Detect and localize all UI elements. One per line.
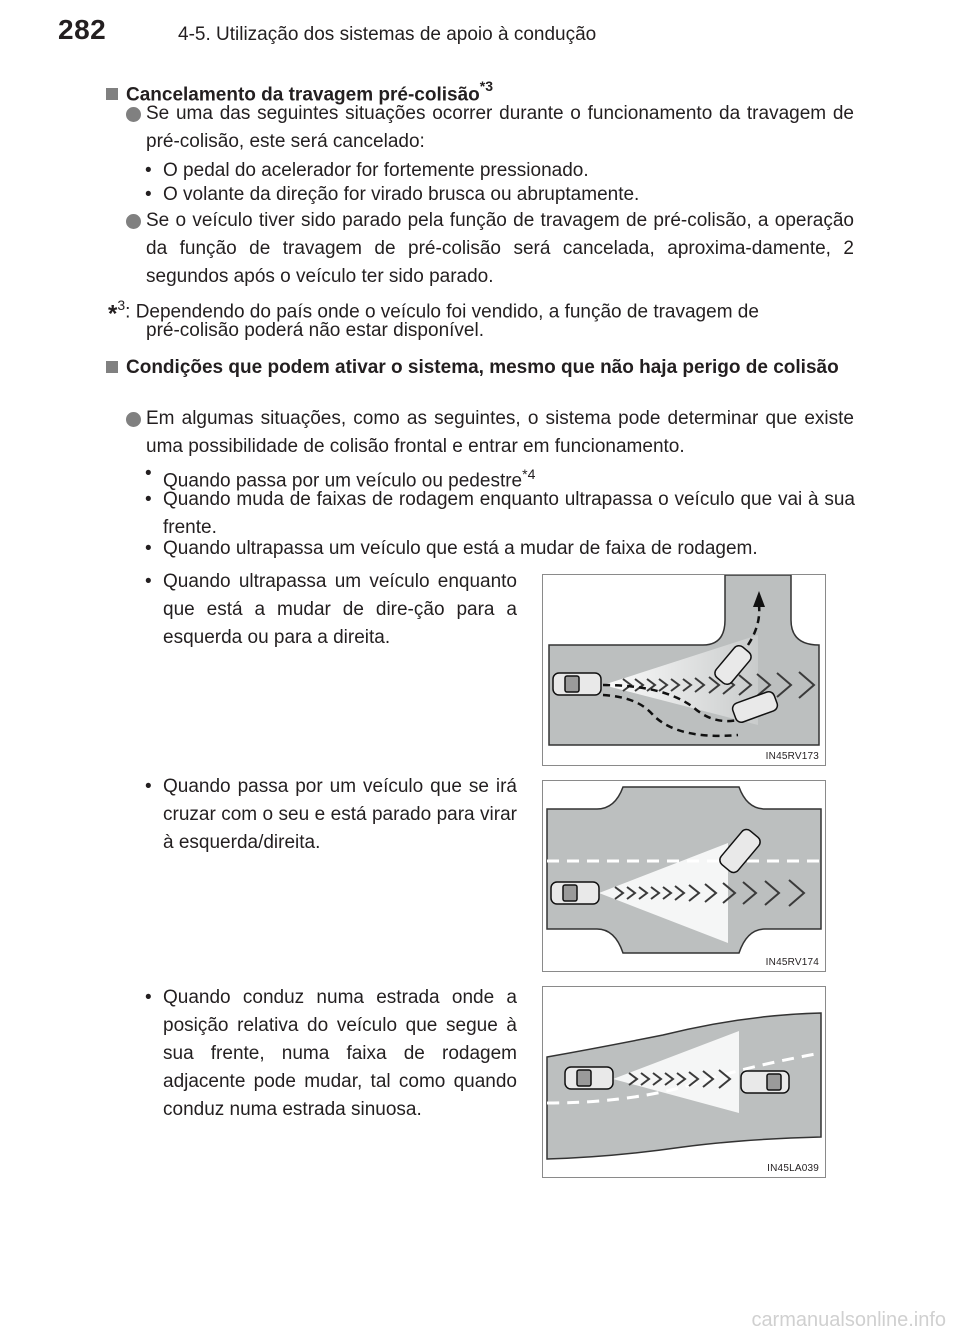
circle-bullet-icon [126, 412, 141, 427]
sub-item-text: O volante da direção for virado brusca ou abruptamente. [163, 184, 640, 205]
figure-turning-intersection [542, 574, 826, 766]
bullet-marker: • [145, 489, 152, 510]
bullet-marker: • [145, 987, 152, 1008]
sub-item [145, 486, 855, 542]
figure-code: IN45RV174 [765, 957, 819, 968]
section-heading-conditions [106, 355, 850, 380]
figure-winding-road [542, 986, 826, 1178]
sub-item-text: Quando ultrapassa um veículo enquanto que está a mudar de dire-ção para a esquerda ou para a direita. [163, 571, 517, 648]
bullet-marker: • [145, 571, 152, 592]
sub-item-text: Quando passa por um veículo que se irá cruzar com o seu e está parado para virar à esquerda/direita. [163, 776, 517, 853]
sub-item [145, 181, 855, 209]
figure-code: IN45LA039 [767, 1163, 819, 1174]
sub-item [145, 773, 517, 857]
footnote-ref: *4 [522, 466, 536, 482]
crossroad-illustration [543, 781, 825, 971]
section-header-title: 4-5. Utilização dos sistemas de apoio à condução [178, 24, 597, 45]
page-number: 282 [58, 14, 107, 45]
bullet-text: Em algumas situações, como as seguintes, o sistema pode determinar que existe uma possibilidade de colisão frontal e entrar em funcionamento. [146, 408, 854, 457]
sub-item-text: O pedal do acelerador for fortemente pressionado. [163, 160, 589, 181]
sub-item-text: Quando passa por um veículo ou pedestre$^{*4}$ [163, 466, 536, 492]
figure-code: IN45RV173 [765, 751, 819, 762]
bullet-text: Se o veículo tiver sido parado pela função de travagem de pré-colisão, a operação da função de travagem de pré-colisão será cancelada, aproxima-damente, 2 segundos após o veículo ter sido parado. [146, 210, 854, 287]
sub-item [145, 984, 517, 1124]
bullet-item [126, 405, 854, 461]
sub-item [145, 535, 855, 563]
intersection-illustration [543, 575, 825, 765]
footnote-continuation: pré-colisão poderá não estar disponível. [146, 320, 484, 341]
footnote-ref: *3 [479, 78, 493, 94]
heading-text: Condições que podem ativar o sistema, mesmo que não haja perigo de colisão [126, 357, 839, 378]
footnote-sup: 3 [117, 297, 126, 313]
bullet-marker: • [145, 538, 152, 559]
bullet-item [126, 207, 854, 291]
figure-crossing-vehicle [542, 780, 826, 972]
circle-bullet-icon [126, 214, 141, 229]
watermark: carmanualsonline.info [751, 1309, 946, 1331]
square-bullet-icon [106, 88, 118, 100]
square-bullet-icon [106, 361, 118, 373]
bullet-marker: • [145, 776, 152, 797]
bullet-marker: • [145, 463, 152, 484]
footnote-star: * [108, 300, 118, 328]
sub-item-text: Quando muda de faixas de rodagem enquanto ultrapassa o veículo que vai à sua frente. [163, 489, 855, 538]
sub-item [145, 568, 517, 652]
bullet-item [126, 100, 854, 156]
footnote-text: : Dependendo do país onde o veículo foi vendido, a função de travagem de [125, 301, 759, 323]
heading-text: Cancelamento da travagem pré-colisão [126, 84, 480, 106]
sub-item-text: Quando conduz numa estrada onde a posição relativa do veículo que segue à sua frente, numa faixa de rodagem adjacente pode mudar, tal como quando conduz numa estrada sinuosa. [163, 987, 517, 1120]
bullet-marker: • [145, 184, 152, 205]
bullet-text: Se uma das seguintes situações ocorrer durante o funcionamento da travagem de pré-colisão, este será cancelado: [146, 103, 854, 152]
winding-road-illustration [543, 987, 825, 1177]
bullet-marker: • [145, 160, 152, 181]
circle-bullet-icon [126, 107, 141, 122]
sub-item-text: Quando ultrapassa um veículo que está a mudar de faixa de rodagem. [163, 538, 758, 559]
